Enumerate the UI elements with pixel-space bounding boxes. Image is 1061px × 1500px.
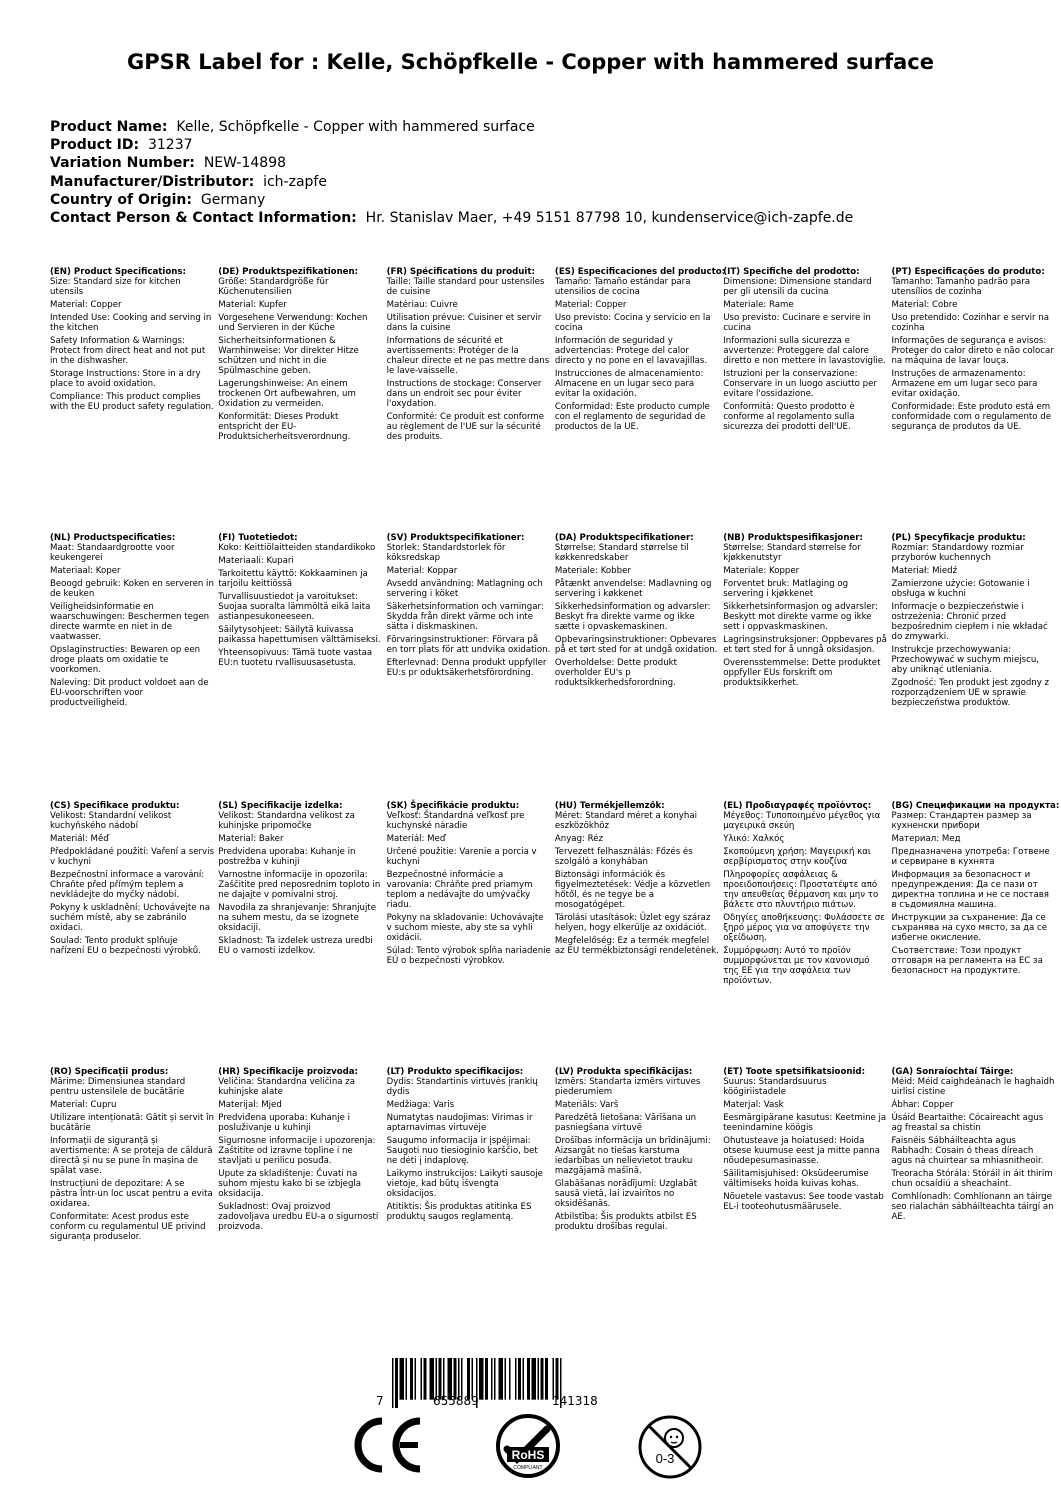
manufacturer-row (50, 173, 1040, 191)
barcode-bar (406, 1358, 408, 1400)
spec-item: Οδηγίες αποθήκευσης: Φυλάσσετε σε ξηρό μέρος για να αποφύγετε την οξείδωση. (723, 913, 885, 943)
spec-item: Nõuetele vastavus: See toode vastab EL-i tooteohutusmäärusele. (723, 1192, 884, 1212)
spec-item: Material: Cobre (891, 300, 958, 310)
spec-column (723, 267, 891, 445)
spec-item: Material: Cupru (50, 1100, 117, 1110)
spec-item: Biztonsági információk és figyelmeztetések: Védje a közvetlen hőtől, és ne tegye be a mosogatógépet. (554, 870, 711, 910)
spec-item: Avsedd användning: Matlagning och servering i köket (386, 579, 543, 599)
barcode-bar (395, 1358, 398, 1408)
spec-column (50, 267, 218, 445)
spec-item: Uso pretendido: Cozinhar e servir na cozinha (891, 313, 1049, 333)
spec-item: Opslaginstructies: Bewaren op een droge plaats om oxidatie te voorkomen. (50, 645, 201, 675)
spec-column (891, 1067, 1059, 1245)
spec-item: Conformidad: Este producto cumple con el reglamento de seguridad de productos de la UE. (554, 402, 710, 432)
spec-item: Instrucțiuni de depozitare: A se păstra într-un loc uscat pentru a evita oxidarea. (50, 1179, 213, 1209)
spec-item: Určené použitie: Varenie a porcia v kuchyni (386, 847, 537, 867)
spec-column-title: (FI) Tuotetiedot: (218, 533, 298, 543)
spec-item: Numatytas naudojimas: Virimas ir aptarnavimas virtuvėje (386, 1113, 533, 1133)
spec-column-title: (PL) Specyfikacje produktu: (891, 533, 1026, 543)
spec-item: Overholdelse: Dette produkt overholder EU's p roduktsikkerhedsforordning. (554, 658, 677, 688)
spec-column (50, 801, 218, 989)
spec-column-title: (DA) Produktspecifikationer: (554, 533, 694, 543)
spec-item: Lagringsinstruksjoner: Oppbevares på et tørt sted for å unngå oksidasjon. (723, 635, 887, 655)
spec-item: Material: Koppar (386, 566, 458, 576)
spec-row-4 (50, 1067, 1060, 1245)
barcode-bar (410, 1358, 413, 1400)
spec-column-title: (NL) Productspecificaties: (50, 533, 176, 543)
spec-item: Conformité: Ce produit est conforme au règlement de l'UE sur la sécurité des produits. (386, 412, 545, 442)
spec-column-title: (CS) Specifikace produktu: (50, 801, 180, 811)
spec-item: Conformità: Questo prodotto è conforme al regolamento sulla sicurezza dei prodotti dell'UE. (723, 402, 855, 432)
spec-column-title: (FR) Spécifications du produit: (386, 267, 535, 277)
spec-item: Súlad: Tento výrobok spĺňa nariadenie EÚ o bezpečnosti výrobkov. (386, 946, 551, 966)
barcode-bar (491, 1358, 493, 1400)
spec-item: Instrucciones de almacenamiento: Almacene en un lugar seco para evitar la oxidación. (554, 369, 704, 399)
barcode-bar (515, 1358, 517, 1400)
spec-item: Paredzētā lietošana: Vārīšana un pasniegšana virtuvē (554, 1113, 697, 1133)
spec-column (723, 533, 891, 711)
spec-item: Upute za skladištenje: Čuvati na suhom mjestu kako bi se izbjegla oksidacija. (218, 1169, 362, 1199)
spec-item: Veľkosť: Štandardná veľkosť pre kuchynské náradie (386, 811, 525, 831)
info-value: Germany (200, 191, 266, 208)
spec-item: Compliance: This product complies with the EU product safety regulation. (50, 392, 214, 412)
spec-item: Påtænkt anvendelse: Madlavning og servering i køkkenet (554, 579, 712, 599)
barcode-digit-first: 7 (376, 1394, 384, 1408)
info-label: Contact Person & Contact Information: (50, 210, 357, 227)
spec-item: Safety Information & Warnings: Protect from direct heat and not put in the dishwasher. (50, 336, 206, 366)
barcode-group-right: 141318 (552, 1394, 598, 1408)
spec-item: Størrelse: Standard størrelse til køkkenredskaber (554, 543, 689, 563)
barcode-bar (485, 1358, 488, 1400)
spec-item: Intended Use: Cooking and serving in the kitchen (50, 313, 212, 333)
spec-item: Materjal: Vask (723, 1100, 784, 1110)
spec-column-title: (EL) Προδιαγραφές προϊόντος: (723, 801, 872, 811)
spec-item: Ábhar: Copper (891, 1100, 954, 1110)
age-label: 0-3 (655, 1451, 675, 1466)
spec-item: Predviđena uporaba: Kuhanje i posluživanje u kuhinji (218, 1113, 350, 1133)
compliance-icons (0, 1413, 1061, 1483)
product-info (50, 118, 1040, 227)
barcode-bar (527, 1358, 530, 1400)
spec-item: Vorgesehene Verwendung: Kochen und Servieren in der Küche (218, 313, 368, 333)
spec-item: Tervezett felhasználás: Főzés és szolgáló a konyhában (554, 847, 693, 867)
spec-item: Veiligheidsinformatie en waarschuwingen: Beschermen tegen directe warmte en niet in de vaatwasser. (50, 602, 210, 642)
spec-item: Utilizare intenționată: Gătit și servit în bucătărie (50, 1113, 214, 1133)
contact-row (50, 209, 1040, 227)
spec-item: Laikymo instrukcijos: Laikyti sausoje vietoje, kad būtų išvengta oksidacijos. (386, 1169, 543, 1199)
variation-number-row (50, 154, 1040, 172)
barcode-bar (494, 1358, 496, 1400)
spec-column-title: (DE) Produktspezifikationen: (218, 267, 359, 277)
spec-item: Skladnost: Ta izdelek ustreza uredbi EU o varnosti izdelkov. (218, 936, 373, 956)
spec-item: Materiāls: Varš (554, 1100, 619, 1110)
rohs-sub-label: COMPLIANT (513, 1465, 543, 1471)
spec-item: Informacje o bezpieczeństwie i ostrzeżenia: Chronić przed bezpośrednim ciepłem i nie wkładać do zmywarki. (891, 602, 1048, 642)
spec-item: Megfelelőség: Ez a termék megfelel az EU termékbiztonsági rendeletének. (554, 936, 719, 956)
spec-column-title: (LV) Produkta specifikācijas: (554, 1067, 693, 1077)
spec-item: Saugumo informacija ir įspėjimai: Saugoti nuo tiesioginio karščio, bet ne dėti į indaplovę. (386, 1136, 538, 1166)
spec-column (723, 1067, 891, 1245)
info-value: Kelle, Schöpfkelle - Copper with hammered surface (176, 119, 535, 135)
info-label: Product Name: (50, 119, 168, 135)
spec-column (891, 267, 1059, 445)
spec-item: Efterlevnad: Denna produkt uppfyller EU:s pr oduktsäkerhetsförordning. (386, 658, 547, 678)
spec-item: Drošības informācija un brīdinājumi: Aizsargāt no tiešas karstuma iedarbības un nelievietot trauku mazgājamā mašīnā. (554, 1136, 711, 1176)
spec-item: Comhlíonadh: Comhlíonann an táirge seo rialachán sábháilteachta táirgí an AE. (891, 1192, 1054, 1222)
spec-item: Rozmiar: Standardowy rozmiar przyborów kuchennych (891, 543, 1024, 563)
spec-item: Υλικό: Χαλκός (723, 834, 785, 844)
product-id-row (50, 136, 1040, 154)
spec-item: Izmērs: Standarta izmērs virtuves piederumiem (554, 1077, 701, 1097)
spec-item: Veličina: Standardna veličina za kuhinjske alate (218, 1077, 356, 1097)
spec-item: Suurus: Standardsuurus köögiriistadele (723, 1077, 827, 1097)
spec-item: Méid: Méid caighdeánach le haghaidh uirlisí cistine (891, 1077, 1055, 1097)
spec-item: Matériau: Cuivre (386, 300, 458, 310)
info-value: ich-zapfe (263, 173, 327, 190)
spec-column-title: (ET) Toote spetsifikatsioonid: (723, 1067, 866, 1077)
spec-item: Koko: Keittiölaitteiden standardikoko (218, 543, 376, 553)
spec-item: Materiál: Měď (50, 834, 109, 844)
spec-column (387, 801, 555, 989)
spec-item: Size: Standard size for kitchen utensils (50, 277, 181, 297)
barcode-bar (509, 1358, 511, 1400)
spec-item: Navodila za shranjevanje: Shranjujte na suhem mestu, da se izognete oksidaciji. (218, 903, 377, 933)
spec-column (891, 801, 1059, 989)
spec-item: Bezpečnostní informace a varování: Chraňte před přímým teplem a nevkládejte do myčky nádobí. (50, 870, 205, 900)
spec-item: Maat: Standaardgrootte voor keukengerei (50, 543, 175, 563)
spec-item: Tamanho: Tamanho padrão para utensílios de cozinha (891, 277, 1031, 297)
spec-item: Varnostne informacije in opozorila: Zaščitite pred neposrednim toploto in ne dajajte v pomivalni stroj. (218, 870, 381, 900)
spec-item: Sikkerhetsinformasjon og advarsler: Beskytt mot direkte varme og ikke sett i oppvaskmaskinen. (723, 602, 878, 632)
spec-item: Предназначена употреба: Готвене и сервиране в кухнята (891, 847, 1050, 867)
spec-item: Atitiktis: Šis produktas atitinka ES produktų saugos reglamentą. (386, 1202, 532, 1222)
info-label: Manufacturer/Distributor: (50, 173, 255, 190)
barcode-bar (499, 1358, 504, 1400)
spec-item: Předpokládané použití: Vaření a servis v kuchyni (50, 847, 215, 867)
spec-item: Material: Baker (218, 834, 284, 844)
spec-item: Konformität: Dieses Produkt entspricht der EU-Produktsicherheitsverordnung. (218, 412, 351, 442)
spec-item: Material: Kupfer (218, 300, 287, 310)
barcode-bar (505, 1358, 507, 1400)
spec-item: Materiał: Miedź (891, 566, 958, 576)
spec-item: Σκοπούμενη χρήση: Μαγειρική και σερβίρισματος στην κουζίνα (723, 847, 871, 867)
barcode-bar (415, 1358, 417, 1400)
spec-item: Overensstemmelse: Dette produktet oppfyller EUs forskrift om produktsikkerhet. (723, 658, 881, 688)
spec-column-title: (NB) Produktspesifikasjoner: (723, 533, 863, 543)
spec-item: Informații de siguranță și avertismente: A se proteja de căldură directă și nu se pune în mașina de spălat vase. (50, 1136, 213, 1176)
spec-item: Predvidena uporaba: Kuhanje in postrežba v kuhinji (218, 847, 356, 867)
spec-item: Informations de sécurité et avertissements: Protéger de la chaleur directe et ne pas mettre dans le lave-vaisselle. (386, 336, 550, 376)
barcode-group-left: 655889 (433, 1394, 479, 1408)
spec-item: Material: Copper (50, 300, 122, 310)
spec-item: Tarkoitettu käyttö: Kokkaaminen ja tarjoilu keittiössä (218, 569, 368, 589)
spec-item: Soulad: Tento produkt splňuje nařízení EU o bezpečnosti výrobků. (50, 936, 201, 956)
spec-column-title: (SK) Špecifikácie produktu: (386, 801, 520, 811)
spec-item: Faisnéis Sábháilteachta agus Rabhadh: Cosain ó theas díreach agus ná chuirtear sa mhiasnitheoir. (891, 1136, 1044, 1166)
spec-item: Storage Instructions: Store in a dry place to avoid oxidation. (50, 369, 201, 389)
spec-item: Materiaal: Koper (50, 566, 121, 576)
spec-column-title: (SL) Specifikacije izdelka: (218, 801, 343, 811)
spec-item: Dydis: Standartinis virtuvės įrankių dydis (386, 1077, 538, 1097)
spec-item: Istruzioni per la conservazione: Conservare in un luogo asciutto per evitare l'ossidazione. (723, 369, 877, 399)
spec-column-title: (BG) Спецификации на продукта: (891, 801, 1060, 811)
spec-column-title: (PT) Especificações do produto: (891, 267, 1045, 277)
spec-column-title: (IT) Specifiche del prodotto: (723, 267, 860, 277)
barcode-bar (518, 1358, 521, 1400)
spec-item: Material: Copper (554, 300, 627, 310)
spec-column (555, 533, 723, 711)
spec-item: Sigurnosne informacije i upozorenja: Zaštitite od izravne topline i ne stavljati u perilicu posuđa. (218, 1136, 376, 1166)
spec-item: Anyag: Réz (554, 834, 604, 844)
spec-item: Eesmärgipärane kasutus: Keetmine ja teenindamine köögis (723, 1113, 887, 1133)
spec-item: Materiaali: Kupari (218, 556, 294, 566)
spec-item: Opbevaringsinstruktioner: Opbevares på et tørt sted for at undgå oxidation. (554, 635, 718, 655)
spec-column-title: (HU) Termékjellemzők: (554, 801, 665, 811)
spec-item: Naleving: Dit product voldoet aan de EU-voorschriften voor productveiligheid. (50, 678, 209, 708)
spec-item: Πληροφορίες ασφάλειας & προειδοποιήσεις: Προστατέψτε από την απευθείας θέρμανση και μην το βάλετε στο πλυντήριο πιάτων. (723, 870, 879, 910)
spec-column (723, 801, 891, 989)
spec-item: Méret: Standard méret a konyhai eszközökhöz (554, 811, 697, 831)
spec-item: Beoogd gebruik: Koken en serveren in de keuken (50, 579, 214, 599)
barcode-bar (424, 1358, 427, 1400)
spec-item: Instruções de armazenamento: Armazene em um lugar seco para evitar oxidação. (891, 369, 1038, 399)
spec-column (50, 1067, 218, 1245)
barcode-bar (538, 1358, 540, 1400)
spec-item: Materiale: Rame (723, 300, 794, 310)
spec-item: Förvaringsinstruktioner: Förvara på en torr plats för att undvika oxidation. (386, 635, 551, 655)
spec-column (218, 1067, 386, 1245)
spec-item: Съответствие: Този продукт отговаря на регламента на ЕС за безопасност на продуктите. (891, 946, 1043, 976)
spec-column (555, 801, 723, 989)
barcode-bar (400, 1358, 405, 1400)
spec-column (387, 1067, 555, 1245)
spec-item: Инструкции за съхранение: Да се съхранява на сухо място, за да се избегне окисление. (891, 913, 1048, 943)
spec-column (218, 267, 386, 445)
spec-item: Úsáid Beartaithe: Cócaireacht agus ag freastal sa chistin (891, 1113, 1044, 1133)
spec-column (891, 533, 1059, 711)
spec-item: Treoracha Stórála: Stóráil in áit thirim chun ocsaídiú a sheachaint. (891, 1169, 1053, 1189)
spec-item: Zgodność: Ten produkt jest zgodny z rozporządzeniem UE w sprawie bezpieczeństwa produktów. (891, 678, 1050, 708)
spec-column-title: (EN) Product Specifications: (50, 267, 186, 277)
spec-column (387, 267, 555, 445)
spec-item: Conformitate: Acest produs este conform cu regulamentul UE privind siguranța produselor. (50, 1212, 206, 1242)
spec-item: Sicherheitsinformationen & Warnhinweise: Vor direkter Hitze schützen und nicht in die Spülmaschine geben. (218, 336, 359, 376)
spec-item: Información de seguridad y advertencias: Protege del calor directo y no pone en el lavavajillas. (554, 336, 708, 366)
rohs-label: RoHS (511, 1448, 545, 1462)
spec-item: Taille: Taille standard pour ustensiles de cuisine (386, 277, 545, 297)
barcode-bar (421, 1358, 423, 1400)
page-title: GPSR Label for : Kelle, Schöpfkelle - Copper with hammered surface (127, 50, 934, 74)
spec-item: Lagerungshinweise: An einem trockenen Ort aufbewahren, um Oxidation zu vermeiden. (218, 379, 356, 409)
spec-item: Säilitamisjuhised: Oksüdeerumise vältimiseks hoida kuivas kohas. (723, 1169, 869, 1189)
spec-item: Materiál: Meď (386, 834, 446, 844)
info-label: Country of Origin: (50, 191, 192, 208)
spec-item: Instructions de stockage: Conserver dans un endroit sec pour éviter l'oxydation. (386, 379, 542, 409)
spec-item: Glabāšanas norādījumi: Uzglabāt sausā vietā, lai izvairītos no oksidēšanās. (554, 1179, 698, 1209)
spec-column (50, 533, 218, 711)
spec-item: Velikost: Standardní velikost kuchyňského nádobí (50, 811, 172, 831)
spec-item: Размер: Стандартен размер за кухненски прибори (891, 811, 1032, 831)
info-value: Hr. Stanislav Maer, +49 5151 87798 10, kundenservice@ich-zapfe.de (365, 210, 854, 227)
spec-item: Forventet bruk: Matlaging og servering i kjøkkenet (723, 579, 849, 599)
spec-item: Uso previsto: Cocina y servicio en la cocina (554, 313, 711, 333)
spec-item: Μέγεθος: Τυποποιημένο μέγεθος για μαγειρικά σκεύη (723, 811, 881, 831)
barcode-bar (479, 1358, 484, 1400)
barcode-bar (392, 1358, 394, 1408)
spec-item: Sukladnost: Ovaj proizvod zadovoljava uredbu EU-a o sigurnosti proizvoda. (218, 1202, 379, 1232)
spec-column-title: (ES) Especificaciones del producto: (554, 267, 726, 277)
spec-row-1 (50, 267, 1060, 445)
spec-item: Pokyny k uskladnění: Uchovávejte na suchém místě, aby se zabránilo oxidaci. (50, 903, 210, 933)
info-label: Product ID: (50, 137, 140, 154)
spec-item: Säilytysohjeet: Säilytä kuivassa paikassa hapettumisen välttämiseksi. (218, 625, 381, 645)
spec-column (218, 533, 386, 711)
spec-item: Größe: Standardgröße für Küchenutensilien (218, 277, 329, 297)
spec-column (387, 533, 555, 711)
spec-item: Mărime: Dimensiunea standard pentru ustensilele de bucătărie (50, 1077, 186, 1097)
spec-item: Storlek: Standardstorlek för köksredskap (386, 543, 506, 563)
info-value: NEW-14898 (203, 155, 287, 172)
spec-item: Zamierzone użycie: Gotowanie i obsługa w kuchni (891, 579, 1030, 599)
spec-item: Informazioni sulla sicurezza e avvertenze: Proteggere dal calore diretto e non mettere in lavastoviglie. (723, 336, 886, 366)
spec-item: Størrelse: Standard størrelse for kjøkkenutstyr (723, 543, 861, 563)
spec-item: Pokyny na skladovanie: Uchovávajte v suchom mieste, aby ste sa vyhli oxidácii. (386, 913, 544, 943)
spec-item: Yhteensopivuus: Tämä tuote vastaa EU:n tuotetu rvallisuusasetusta. (218, 648, 373, 668)
spec-column-title: (GA) Sonraíochtaí Táirge: (891, 1067, 1014, 1077)
spec-item: Tamaño: Tamaño estándar para utensilios de cocina (554, 277, 691, 297)
info-value: 31237 (147, 137, 193, 154)
spec-item: Bezpečnostné informácie a varovania: Chráňte pred priamym teplom a nedávajte do umývačky riadu. (386, 870, 533, 910)
spec-column-title: (RO) Specificații produs: (50, 1067, 169, 1077)
info-label: Variation Number: (50, 155, 195, 172)
spec-item: Medžiaga: Varis (386, 1100, 455, 1110)
spec-item: Dimensione: Dimensione standard per gli utensili da cucina (723, 277, 872, 297)
spec-column-title: (HR) Specifikacije proizvoda: (218, 1067, 358, 1077)
spec-item: Tárolási utasítások: Üzlet egy száraz helyen, hogy elkerülje az oxidációt. (554, 913, 711, 933)
spec-item: Ohutusteave ja hoiatused: Hoida otsese kuumuse eest ja mitte panna nõudepesumasinasse. (723, 1136, 880, 1166)
spec-item: Informações de segurança e avisos: Proteger do calor direto e não colocar na máquina de lavar louça. (891, 336, 1054, 366)
spec-item: Velikost: Standardna velikost za kuhinjske pripomočke (218, 811, 355, 831)
spec-item: Συμμόρφωση: Αυτό το προϊόν συμμορφώνεται με τον κανονισμό της ΕΕ για την ασφάλεια των προϊόντων. (723, 946, 870, 986)
not-for-children-0-3-icon (636, 1413, 704, 1481)
barcode-bar (541, 1358, 544, 1400)
spec-row-3 (50, 801, 1060, 989)
spec-column (218, 801, 386, 989)
spec-item: Utilisation prévue: Cuisiner et servir dans la cuisine (386, 313, 542, 333)
spec-item: Materiale: Kopper (723, 566, 800, 576)
spec-item: Säkerhetsinformation och varningar: Skydda från direkt värme och inte sätta i diskmaskinen. (386, 602, 544, 632)
spec-item: Turvallisuustiedot ja varoitukset: Suojaa suoralta lämmöltä eikä laita astianpesukoneeseen. (218, 592, 371, 622)
spec-item: Sikkerhedsinformation og advarsler: Beskyt fra direkte varme og ikke sætte i opvaskemaskinen. (554, 602, 711, 632)
spec-row-2 (50, 533, 1060, 711)
spec-item: Conformidade: Este produto está em conformidade com o regulamento de segurança de produtos da UE. (891, 402, 1052, 432)
barcode-bar (545, 1358, 548, 1400)
country-of-origin-row (50, 191, 1040, 209)
barcode-bar (532, 1358, 537, 1400)
spec-item: Материал: Мед (891, 834, 961, 844)
barcode-bar (523, 1358, 525, 1400)
spec-item: Materijal: Mjed (218, 1100, 282, 1110)
spec-item: Uso previsto: Cucinare e servire in cucina (723, 313, 871, 333)
spec-column (554, 267, 726, 445)
spec-column-title: (SV) Produktspecifikationer: (386, 533, 525, 543)
rohs-icon (493, 1413, 563, 1479)
spec-column (555, 1067, 723, 1245)
spec-item: Atbilstība: Šis produkts atbilst ES produktu drošības regulai. (554, 1212, 697, 1232)
spec-item: Instrukcje przechowywania: Przechowywać w suchym miejscu, aby uniknąć utleniania. (891, 645, 1040, 675)
product-name-row (50, 118, 1040, 136)
spec-column-title: (LT) Produkto specifikacijos: (386, 1067, 524, 1077)
spec-item: Информация за безопасност и предупреждения: Да се пази от директна топлина и не се поставя в съдомиялна машина. (891, 870, 1049, 910)
ce-mark-icon (350, 1413, 426, 1477)
spec-item: Materiale: Kobber (554, 566, 631, 576)
